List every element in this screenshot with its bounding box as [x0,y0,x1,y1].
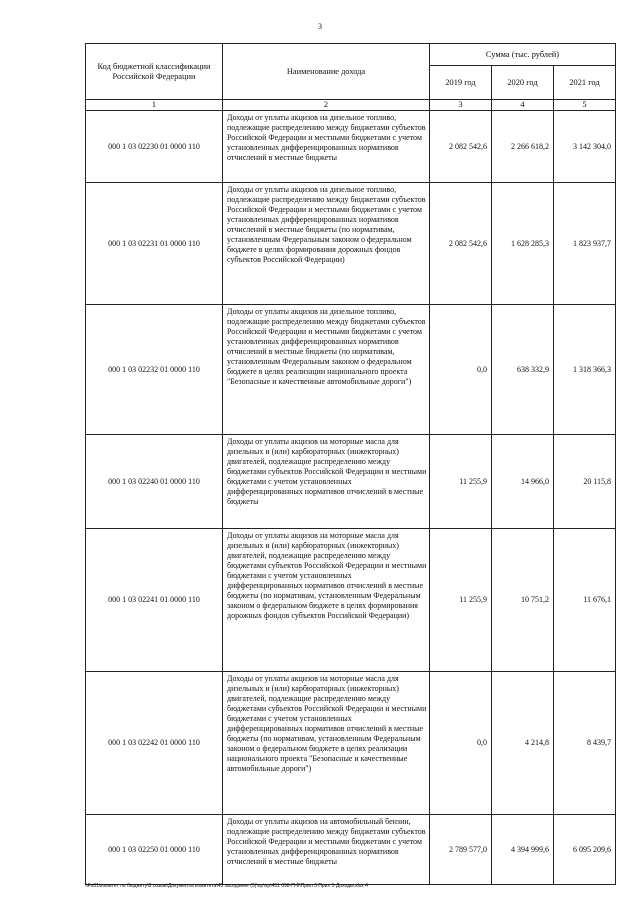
row-value-2021: 8 439,7 [554,672,616,815]
row-value-2019: 2 789 577,0 [430,815,492,885]
row-value-2019: 2 082 542,6 [430,183,492,305]
col-number: 3 [430,100,492,111]
row-value-2021: 11 676,1 [554,529,616,672]
row-value-2020: 1 628 285,3 [492,183,554,305]
row-value-2020: 638 332,9 [492,305,554,435]
row-name: Доходы от уплаты акцизов на моторные масла для дизельных и (или) карбюраторных (инжекторных) двигателей, подлежащие распределению между бюджетами субъектов Российской Федерации и местными бюджетами с учетом установленных дифференцированных нормативов отчислений в местные бюджеты (по нормативам, установленным Федеральным законом о федеральном бюджете в целях формирования дорожных фондов субъектов Российской Федерации) [223,529,430,672]
row-name: Доходы от уплаты акцизов на дизельное топливо, подлежащие распределению между бюджетами субъектов Российской Федерации и местными бюджетами с учетом установленных дифференцированных нормативов отчислений в местные бюджеты [223,111,430,183]
row-value-2020: 4 214,8 [492,672,554,815]
row-name: Доходы от уплаты акцизов на автомобильный бензин, подлежащие распределению между бюджетами субъектов Российской Федерации и местными бюджетами с учетом установленных дифференцированных нормативов отчислений в местные бюджеты [223,815,430,885]
row-value-2019: 11 255,9 [430,435,492,529]
table-row [86,111,616,183]
row-code: 000 1 03 02242 01 0000 110 [86,672,223,815]
col-number: 4 [492,100,554,111]
table-row [86,435,616,529]
row-name: Доходы от уплаты акцизов на моторные масла для дизельных и (или) карбюраторных (инжекторных) двигателей, подлежащие распределению между бюджетами субъектов Российской Федерации и местными бюджетами с учетом установленных дифференцированных нормативов отчислений в местные бюджеты (по нормативам, установленным Федеральным законом о федеральном бюджете в целях реализации национального проекта "Безопасные и качественные автомобильные дороги") [223,672,430,815]
row-value-2019: 2 082 542,6 [430,111,492,183]
row-value-2021: 1 318 366,3 [554,305,616,435]
row-code: 000 1 03 02240 01 0000 110 [86,435,223,529]
row-code: 000 1 03 02230 01 0000 110 [86,111,223,183]
row-value-2020: 4 394 999,6 [492,815,554,885]
col-number: 1 [86,100,223,111]
header-sum: Сумма (тыс. рублей) [430,44,616,66]
header-code: Код бюджетной классификации Российской Федерации [86,44,223,100]
header-name: Наименование дохода [223,44,430,100]
row-value-2020: 10 751,2 [492,529,554,672]
page-number: 3 [318,22,322,31]
header-year-2021: 2021 год [554,66,616,100]
col-number: 5 [554,100,616,111]
row-value-2020: 14 966,0 [492,435,554,529]
file-path-footer: \\Fs01\комитет по бюджету\8 созыв\Документы комитета\45 заседание (5)\пр\пр\451 698-П-8\Прил 3 Прил 5 Доходы.xlsx 4 [85,883,368,889]
table-row [86,529,616,672]
row-code: 000 1 03 02250 01 0000 110 [86,815,223,885]
row-code: 000 1 03 02241 01 0000 110 [86,529,223,672]
table-row [86,305,616,435]
row-code: 000 1 03 02232 01 0000 110 [86,305,223,435]
header-year-2019: 2019 год [430,66,492,100]
row-value-2021: 6 095 209,6 [554,815,616,885]
col-number: 2 [223,100,430,111]
header-year-2020: 2020 год [492,66,554,100]
row-value-2019: 0,0 [430,672,492,815]
row-name: Доходы от уплаты акцизов на дизельное топливо, подлежащие распределению между бюджетами субъектов Российской Федерации и местными бюджетами с учетом установленных дифференцированных нормативов отчислений в местные бюджеты (по нормативам, установленным Федеральным законом о федеральном бюджете в целях реализации национального проекта "Безопасные и качественные автомобильные дороги") [223,305,430,435]
row-value-2021: 1 823 937,7 [554,183,616,305]
table-row [86,183,616,305]
row-name: Доходы от уплаты акцизов на моторные масла для дизельных и (или) карбюраторных (инжекторных) двигателей, подлежащие распределению между бюджетами субъектов Российской Федерации и местными бюджетами с учетом установленных дифференцированных нормативов отчислений в местные бюджеты [223,435,430,529]
table-row [86,672,616,815]
row-value-2021: 20 115,8 [554,435,616,529]
row-value-2019: 11 255,9 [430,529,492,672]
table-row [86,815,616,885]
row-name: Доходы от уплаты акцизов на дизельное топливо, подлежащие распределению между бюджетами субъектов Российской Федерации и местными бюджетами с учетом установленных дифференцированных нормативов отчислений в местные бюджеты (по нормативам, установленным Федеральным законом о федеральном бюджете в целях формирования дорожных фондов субъектов Российской Федерации) [223,183,430,305]
row-code: 000 1 03 02231 01 0000 110 [86,183,223,305]
row-value-2020: 2 266 618,2 [492,111,554,183]
row-value-2019: 0,0 [430,305,492,435]
revenue-table [85,43,616,885]
row-value-2021: 3 142 304,0 [554,111,616,183]
